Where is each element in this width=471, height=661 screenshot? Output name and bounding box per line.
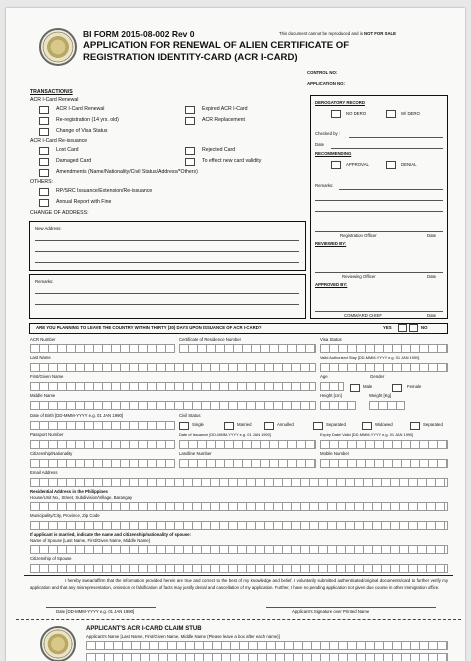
renewal-option-label: ACR I-Card Renewal xyxy=(56,106,105,112)
form-title-line1: APPLICATION FOR RENEWAL OF ALIEN CERTIFICATE OF xyxy=(83,40,350,51)
civil-status-label: Civil Status xyxy=(179,413,201,418)
remarks-rule xyxy=(35,304,299,305)
widowed-checkbox[interactable] xyxy=(362,422,372,430)
lost-card-checkbox[interactable] xyxy=(39,147,49,155)
landline-field[interactable] xyxy=(179,459,316,468)
derogatory-heading: DEROGATORY RECORD xyxy=(315,100,365,105)
checked-by-rule xyxy=(349,137,443,138)
acr-number-field[interactable] xyxy=(30,344,175,353)
replacement-label: ACR Replacement xyxy=(202,117,245,123)
single-label: Single xyxy=(192,422,204,427)
w-dero-checkbox[interactable] xyxy=(386,110,396,118)
annual-report-checkbox[interactable] xyxy=(39,199,49,207)
acr-number-label: ACR Number xyxy=(30,337,56,342)
visa-status-field[interactable] xyxy=(320,344,448,353)
stub-seal-icon xyxy=(40,626,76,661)
renewal-heading: ACR I-Card Renewal xyxy=(30,97,79,103)
address-rule xyxy=(35,251,299,252)
stub-cut-line xyxy=(16,619,461,620)
annulled-label: Annulled xyxy=(277,422,294,427)
approval-label: APPROVAL xyxy=(346,162,369,167)
spouse-citizenship-label: Citizenship of Spouse xyxy=(30,556,72,561)
separated2-checkbox[interactable] xyxy=(410,422,420,430)
stub-name-field[interactable] xyxy=(86,641,448,650)
remarks-rule xyxy=(35,293,299,294)
no-checkbox[interactable] xyxy=(409,324,418,332)
citizenship-field[interactable] xyxy=(30,459,175,468)
married-checkbox[interactable] xyxy=(224,422,234,430)
denial-checkbox[interactable] xyxy=(386,161,396,169)
spouse-citizenship-field[interactable] xyxy=(30,564,448,573)
applicant-signature-label: Applicant's Signature over Printed Name xyxy=(292,609,370,614)
amendments-checkbox[interactable] xyxy=(39,169,49,177)
office-remarks-rule xyxy=(339,189,443,190)
approved-by-heading: APPROVED BY: xyxy=(315,282,348,287)
certificate-label: Certificate of Residence Number xyxy=(179,337,242,342)
leave-country-text: ARE YOU PLANNING TO LEAVE THE COUNTRY WITHIN THIRTY (30) DAYS UPON ISSUANCE OF ACR I-CARD? xyxy=(36,325,262,330)
form-id: BI FORM 2015-08-002 Rev 0 xyxy=(83,29,195,39)
stub-title: APPLICANT'S ACR I-CARD CLAIM STUB xyxy=(86,626,202,632)
passport-label: Passport Number xyxy=(30,432,64,437)
damaged-card-label: Damaged Card xyxy=(56,158,92,164)
last-name-label: Last Name xyxy=(30,355,51,360)
expired-card-label: Expired ACR I-Card xyxy=(202,106,248,112)
mobile-label: Mobile Number xyxy=(320,451,350,456)
spouse-heading: If applicant is married, indicate the name and citizenship/nationality of spouse: xyxy=(30,532,191,537)
middle-name-field[interactable] xyxy=(30,401,316,410)
separated2-label: Separated xyxy=(423,422,443,427)
damaged-card-checkbox[interactable] xyxy=(39,158,49,166)
signature-rule xyxy=(315,231,443,232)
registration-officer-label: Registration Officer xyxy=(340,233,377,238)
control-no-label: CONTROL NO: xyxy=(307,70,338,75)
reviewing-officer-label: Reviewing Officer xyxy=(342,274,376,279)
reregistration-checkbox[interactable] xyxy=(39,117,49,125)
replacement-checkbox[interactable] xyxy=(185,117,195,125)
certificate-field[interactable] xyxy=(179,344,316,353)
yes-label: YES xyxy=(383,325,392,330)
applicant-signature-rule xyxy=(266,607,436,608)
renewal-checkbox[interactable] xyxy=(39,106,49,114)
declaration-text: I hereby swear/affirm that the information provided herein are true and correct to the best of my knowledge and belief. I voluntarily submitted authenticated/original documents/card to further verify my application and that any misrepresentation, omission or falsification of facts may justify denial and cancellation of my application. Further, I have no pending application not given due course in other immigration office. xyxy=(30,578,448,590)
passport-field[interactable] xyxy=(30,440,175,449)
date-issuance-field[interactable] xyxy=(179,440,316,449)
gender-label: Gender xyxy=(370,374,385,379)
age-label: Age xyxy=(320,374,328,379)
valid-stay-field[interactable] xyxy=(320,363,448,372)
date-issuance-label: Date of Issuance [DD-MMM-YYYY e.g. 01 JAN 1990] xyxy=(179,432,271,437)
form-title-line2: REGISTRATION IDENTITY-CARD (ACR I-CARD) xyxy=(83,52,298,63)
rp-src-label: RP/SRC Issuance/Extension/Re-issuance xyxy=(56,188,153,194)
change-visa-label: Change of Visa Status xyxy=(56,128,108,134)
first-name-label: First/Given Name xyxy=(30,374,64,379)
middle-name-label: Middle Name xyxy=(30,393,56,398)
separated-label: Separated xyxy=(326,422,346,427)
male-label: Male xyxy=(363,384,373,389)
expired-card-checkbox[interactable] xyxy=(185,106,195,114)
email-field[interactable] xyxy=(30,478,448,487)
expiry-field[interactable] xyxy=(320,440,448,449)
stub-name-field-2[interactable] xyxy=(86,653,448,661)
new-address-box[interactable] xyxy=(29,221,306,271)
mobile-field[interactable] xyxy=(320,459,448,468)
date-signature-rule xyxy=(46,607,156,608)
new-address-label: New Address: xyxy=(35,226,62,231)
married-label: Married xyxy=(237,422,252,427)
weight-field[interactable] xyxy=(369,401,405,410)
dob-label: Date of Birth [DD-MMM-YYYY e.g. 01 JAN 1990] xyxy=(30,413,124,418)
application-no-label: APPLICATION NO: xyxy=(307,81,345,86)
residential-heading: Residential Address in the Philippines xyxy=(30,489,108,494)
no-label: NO xyxy=(421,325,428,330)
annulled-checkbox[interactable] xyxy=(264,422,274,430)
w-dero-label: W/ DERO xyxy=(401,111,420,116)
chief-signature-rule xyxy=(315,311,443,312)
valid-stay-label: Valid Authorized Stay [DD-MMM-YYYY e.g. 01 JAN 1990] xyxy=(320,355,420,360)
stub-name-label: Applicant's Name [Last Name, First/Given Name, Middle Name (Please leave a box after each name)] xyxy=(86,634,280,639)
weight-label: Weight [Kg] xyxy=(369,393,392,398)
female-checkbox[interactable] xyxy=(392,384,402,392)
rp-src-checkbox[interactable] xyxy=(39,188,49,196)
declaration-date-label: Date [DD-MMM-YYYY e.g. 01 JAN 1990] xyxy=(56,609,135,614)
remarks-box[interactable] xyxy=(29,274,306,319)
yes-checkbox[interactable] xyxy=(398,324,407,332)
widowed-label: Widowed xyxy=(375,422,393,427)
remarks-label: Remarks: xyxy=(35,279,54,284)
reissuance-heading: ACR I-Card Re-issuance xyxy=(30,138,88,144)
bureau-seal-icon xyxy=(39,28,77,66)
form-page xyxy=(6,8,465,661)
residential-sub-label: House/Unit No., Street, Subdivision/Village, Barangay xyxy=(30,495,133,500)
transaction-heading: TRANSACTION/S xyxy=(30,89,73,95)
age-field[interactable] xyxy=(320,382,344,391)
reregistration-label: Re-registration (14 yrs. old) xyxy=(56,117,119,123)
email-label: Email Address xyxy=(30,470,58,475)
height-field[interactable] xyxy=(320,401,356,410)
change-address-heading: CHANGE OF ADDRESS: xyxy=(30,210,89,216)
new-validity-label: To effect new card validity xyxy=(202,158,262,164)
approval-checkbox[interactable] xyxy=(331,161,341,169)
single-checkbox[interactable] xyxy=(179,422,189,430)
rejected-card-checkbox[interactable] xyxy=(185,147,195,155)
check-date-label: Date xyxy=(315,142,325,147)
citizenship-label: Citizenship/Nationality xyxy=(30,451,73,456)
lost-card-label: Lost Card xyxy=(56,147,79,153)
dob-field[interactable] xyxy=(30,421,175,430)
declaration-divider xyxy=(24,575,453,576)
municipality-field[interactable] xyxy=(30,521,448,530)
municipality-label: Municipality/City, Province, Zip Code xyxy=(30,513,100,518)
denial-label: DENIAL xyxy=(401,162,417,167)
recommending-heading: RECOMMENDING xyxy=(315,151,352,156)
change-visa-checkbox[interactable] xyxy=(39,128,49,136)
checked-by-label: Checked by : xyxy=(315,131,341,136)
check-date-rule xyxy=(331,148,443,149)
others-heading: OTHERS: xyxy=(30,179,54,185)
visa-status-label: Visa Status xyxy=(320,337,342,342)
height-label: Height [cm] xyxy=(320,393,342,398)
annual-report-label: Annual Report with Fine xyxy=(56,199,112,205)
spouse-name-label: Name of Spouse [Last Name, First/Given Name, Middle Name] xyxy=(30,538,150,543)
last-name-field[interactable] xyxy=(30,363,316,372)
rejected-card-label: Rejected Card xyxy=(202,147,236,153)
male-checkbox[interactable] xyxy=(350,384,360,392)
landline-label: Landline Number xyxy=(179,451,212,456)
amendments-label: Amendments (Name/Nationality/Civil Status/Address/*Others) xyxy=(56,169,198,175)
no-dero-label: NO DERO xyxy=(346,111,367,116)
expiry-label: Expiry Date/ Valid [DD-MMM-YYYY e.g. 01 JAN 1990] xyxy=(320,432,414,437)
new-validity-checkbox[interactable] xyxy=(185,158,195,166)
office-remarks-label: Remarks: xyxy=(315,183,334,188)
comm-chief-label: COMM/ARD CHIEF xyxy=(344,313,382,318)
spouse-name-field[interactable] xyxy=(30,545,448,554)
approval-date-label: Date xyxy=(427,313,437,318)
office-remarks-rule xyxy=(315,211,443,212)
no-dero-checkbox[interactable] xyxy=(331,110,341,118)
residential-field[interactable] xyxy=(30,502,448,511)
reviewed-by-heading: REVIEWED BY: xyxy=(315,241,347,246)
registration-date-label: Date xyxy=(427,233,437,238)
female-label: Female xyxy=(407,384,422,389)
address-rule xyxy=(35,262,299,263)
office-remarks-rule xyxy=(315,200,443,201)
separated-checkbox[interactable] xyxy=(313,422,323,430)
reviewer-signature-rule xyxy=(315,272,443,273)
address-rule xyxy=(35,240,299,241)
review-date-label: Date xyxy=(427,274,437,279)
first-name-field[interactable] xyxy=(30,382,316,391)
notice-text: This document cannot be reproduced and is NOT FOR SALE xyxy=(279,31,397,36)
